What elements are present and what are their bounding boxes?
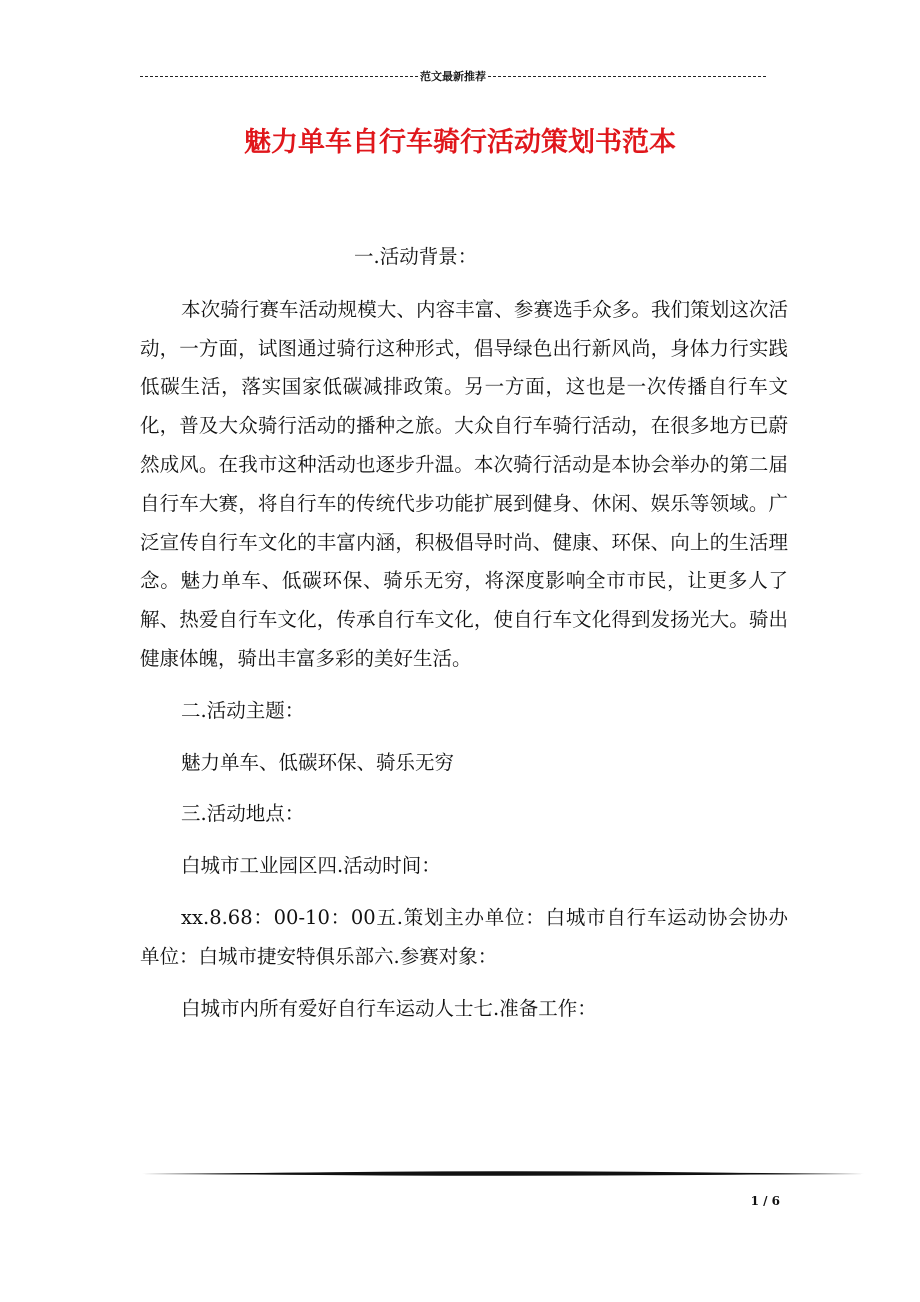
location-paragraph: 白城市工业园区四.活动时间： xyxy=(181,854,441,878)
theme-heading: 二.活动主题： xyxy=(181,698,305,722)
theme-paragraph: 魅力单车、低碳环保、骑乐无穷 xyxy=(181,750,455,774)
footer-rule xyxy=(142,1162,864,1184)
header-label: 范文最新推荐 xyxy=(420,70,486,83)
background-heading: 一.活动背景： xyxy=(354,245,478,268)
document-title: 魅力单车自行车骑行活动策划书范本 xyxy=(244,127,676,158)
page-number: 1 / 6 xyxy=(750,1194,780,1208)
header-dash-right xyxy=(488,76,766,77)
background-paragraph: 本次骑行赛车活动规模大、内容丰富、参赛选手众多。我们策划这次活动，一方面，试图通过骑行这种形式，倡导绿色出行新风尚，身体力行实践低碳生活，落实国家低碳减排政策。另一方面，这也是一次传播自行车文化，普及大众骑行活动的播种之旅。大众自行车骑行活动，在很多地方已蔚然成风。在我市这种活动也逐步升温。本次骑行活动是本协会举办的第二届自行车大赛，将自行车的传统代步功能扩展到健身、休闲、娱乐等领域。广泛宣传自行车文化的丰富内涵，积极倡导时尚、健康、环保、向上的生活理念。魅力单车、低碳环保、骑乐无穷，将深度影响全市市民，让更多人了解、热爱自行车文化，传承自行车文化，使自行车文化得到发扬光大。骑出健康体魄，骑出丰富多彩的美好生活。 xyxy=(140,297,788,670)
location-heading: 三.活动地点： xyxy=(181,802,305,826)
participants-paragraph: 白城市内所有爱好自行车运动人士七.准备工作： xyxy=(181,996,597,1020)
page-header xyxy=(140,68,766,84)
header-dash-left xyxy=(140,76,418,77)
document-body xyxy=(140,238,788,1028)
time-paragraph: xx.8.68：00-10：00五.策划主办单位：白城市自行车运动协会协办单位：白城市捷安特俱乐部六.参赛对象： xyxy=(140,905,788,968)
